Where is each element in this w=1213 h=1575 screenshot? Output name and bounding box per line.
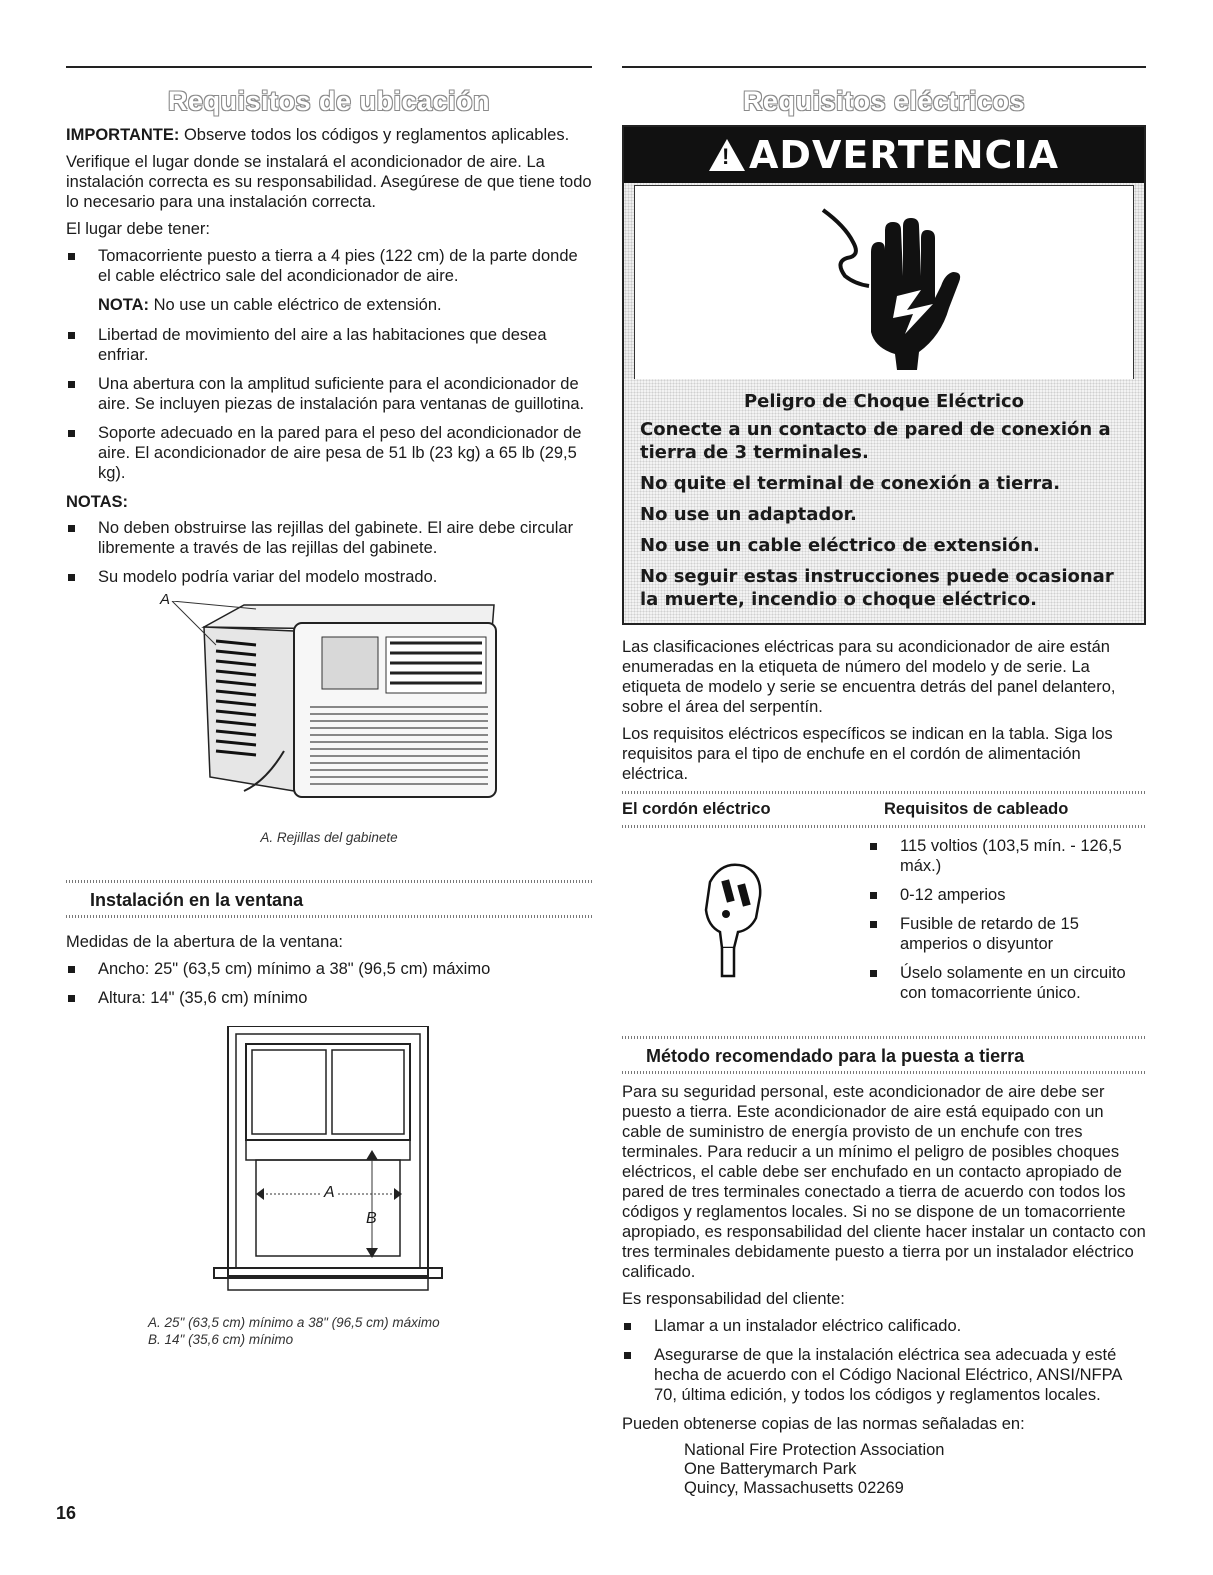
page-number: 16 [56, 1503, 77, 1523]
list-item: Soporte adecuado en la pared para el peso del acondicionador de aire. El acondicionador de aire pesa de 51 lb (23 kg) a 65 lb (29,5 kg). [66, 423, 592, 483]
list-item: Tomacorriente puesto a tierra a 4 pies (122 cm) de la parte donde el cable eléctrico sale del acondicionador de aire. [66, 246, 592, 286]
warning-line: No seguir estas instrucciones puede ocasionar la muerte, incendio o choque eléctrico. [640, 566, 1114, 610]
address-block [622, 1441, 1146, 1498]
warning-line: Conecte a un contacto de pared de conexión a tierra de 3 terminales. [640, 419, 1111, 463]
figure-callout-a: A [160, 591, 171, 608]
warning-header [624, 127, 1144, 379]
warning-line: No quite el terminal de conexión a tierra. [640, 473, 1061, 494]
dotted-divider [622, 1071, 1146, 1074]
warning-text-panel [624, 379, 1144, 623]
window-label-a: A [324, 1184, 335, 1201]
window-caption-b: B. 14" (35,6 cm) mínimo [148, 1332, 294, 1347]
top-rule [66, 66, 592, 68]
warning-triangle-icon: ! [709, 139, 745, 171]
list-item: Fusible de retardo de 15 amperios o disyuntor [868, 914, 1146, 954]
warning-band [624, 127, 1144, 183]
location-intro: Verifique el lugar donde se instalará el acondicionador de aire. La instalación correcta es su responsabilidad. Asegúrese de que tiene todo lo necesario para una instalación correcta. [66, 153, 592, 211]
nota-paragraph [66, 295, 592, 315]
list-item: Úselo solamente en un circuito con tomacorriente único. [868, 963, 1146, 1003]
responsibility-list [622, 1316, 1146, 1405]
plug-cell [622, 836, 868, 1026]
table-header-cord: El cordón eléctrico [622, 800, 771, 818]
notas-label-text: NOTAS: [66, 493, 129, 511]
important-text: Observe todos los códigos y reglamentos aplicables. [183, 126, 570, 144]
window-caption-a: A. 25" (63,5 cm) mínimo a 38" (96,5 cm) máximo [148, 1315, 440, 1330]
three-prong-plug-icon [622, 836, 868, 1026]
air-conditioner-illustration [66, 601, 592, 827]
address-line: National Fire Protection Association [684, 1441, 945, 1459]
list-item: Ancho: 25" (63,5 cm) mínimo a 38" (96,5 cm) máximo [66, 959, 592, 979]
nota-label: NOTA: [98, 296, 150, 314]
air-conditioner-figure [66, 591, 592, 827]
right-column [622, 66, 1146, 1498]
list-item: Llamar a un instalador eléctrico calificado. [622, 1316, 1146, 1336]
notas-list [66, 518, 592, 587]
window-illustration [66, 1026, 592, 1306]
requirements-table-body [622, 828, 1146, 1026]
location-requirements-list-cont [66, 325, 592, 483]
important-label: IMPORTANTE: [66, 126, 180, 144]
warning-title: Peligro de Choque Eléctrico [743, 391, 1025, 412]
list-item: 115 voltios (103,5 mín. - 126,5 máx.) [868, 836, 1146, 876]
list-item: Su modelo podría variar del modelo mostrado. [66, 567, 592, 587]
warning-illustration-panel [634, 185, 1134, 379]
grounding-paragraph: Para su seguridad personal, este acondicionador de aire debe ser puesto a tierra. Este acondicionador de aire está equipado con un cable de suministro de energía provisto de un enchufe con tres terminales. Para reducir a un mínimo el peligro de posibles choques eléctricos, el cable debe ser enchufado en un contacto apropiado de pared de tres terminales conectado a tierra de acuerdo con todos los códigos y reglamentos locales. Si no se dispone de un tomacorriente apropiado, es responsabilidad del cliente hacer instalar un contacto con tres terminales debidamente puesto a tierra por un instalador eléctrico calificado. [622, 1083, 1146, 1281]
window-measure-intro: Medidas de la abertura de la ventana: [66, 933, 344, 951]
table-header-wiring: Requisitos de cableado [884, 800, 1069, 818]
copies-paragraph: Pueden obtenerse copias de las normas señaladas en: [622, 1415, 1025, 1433]
important-paragraph [66, 125, 592, 145]
address-line: Quincy, Massachusetts 02269 [684, 1479, 904, 1497]
ratings-paragraph: Las clasificaciones eléctricas para su acondicionador de aire están enumeradas en la etiqueta de número del modelo y de serie. La etiqueta de modelo y serie se encuentra detrás del panel delantero, sobre el área del serpentín. [622, 638, 1116, 716]
list-item: Asegurarse de que la instalación eléctrica sea adecuada y esté hecha de acuerdo con el Código Nacional Eléctrico, ANSI/NFPA 70, última edición, y todos los códigos y reglamentos locales. [622, 1345, 1146, 1405]
address-line: One Batterymarch Park [684, 1460, 857, 1478]
notas-label [66, 492, 592, 512]
responsibility-lead: Es responsabilidad del cliente: [622, 1290, 845, 1308]
list-item: Altura: 14" (35,6 cm) mínimo [66, 988, 592, 1008]
list-item: 0-12 amperios [868, 885, 1146, 905]
top-rule [622, 66, 1146, 68]
location-requirements-list [66, 246, 592, 286]
window-install-heading: Instalación en la ventana [90, 890, 304, 910]
warning-line: No use un adaptador. [640, 504, 857, 525]
requirements-table-header [622, 794, 1146, 825]
list-item: Libertad de movimiento del aire a las habitaciones que desea enfriar. [66, 325, 592, 365]
grounding-heading: Método recomendado para la puesta a tierra [646, 1046, 1025, 1066]
electric-shock-hand-icon [635, 186, 1137, 378]
location-requirements-lead: El lugar debe tener: [66, 220, 211, 238]
window-label-b: B [366, 1210, 377, 1227]
dotted-divider [66, 915, 592, 918]
warning-line: No use un cable eléctrico de extensión. [640, 535, 1040, 556]
list-item: No deben obstruirse las rejillas del gabinete. El aire debe circular libremente a través de las rejillas del gabinete. [66, 518, 592, 558]
figure-caption-grilles: A. Rejillas del gabinete [260, 830, 398, 845]
section-title-location: Requisitos de ubicación [167, 86, 491, 116]
wiring-requirements-list [868, 836, 1146, 1019]
nota-text: No use un cable eléctrico de extensión. [153, 296, 442, 314]
window-measure-list [66, 959, 592, 1008]
list-item: Una abertura con la amplitud suficiente para el acondicionador de aire. Se incluyen piezas de instalación para ventanas de guillotina. [66, 374, 592, 414]
requirements-paragraph: Los requisitos eléctricos específicos se indican en la tabla. Siga los requisitos para el tipo de enchufe en el cordón de alimentación eléctrica. [622, 725, 1113, 783]
section-title-electrical: Requisitos eléctricos [742, 86, 1026, 116]
warning-box [622, 125, 1146, 625]
warning-word: ADVERTENCIA [749, 133, 1059, 177]
window-figure [66, 1026, 592, 1306]
left-column [66, 66, 592, 1348]
